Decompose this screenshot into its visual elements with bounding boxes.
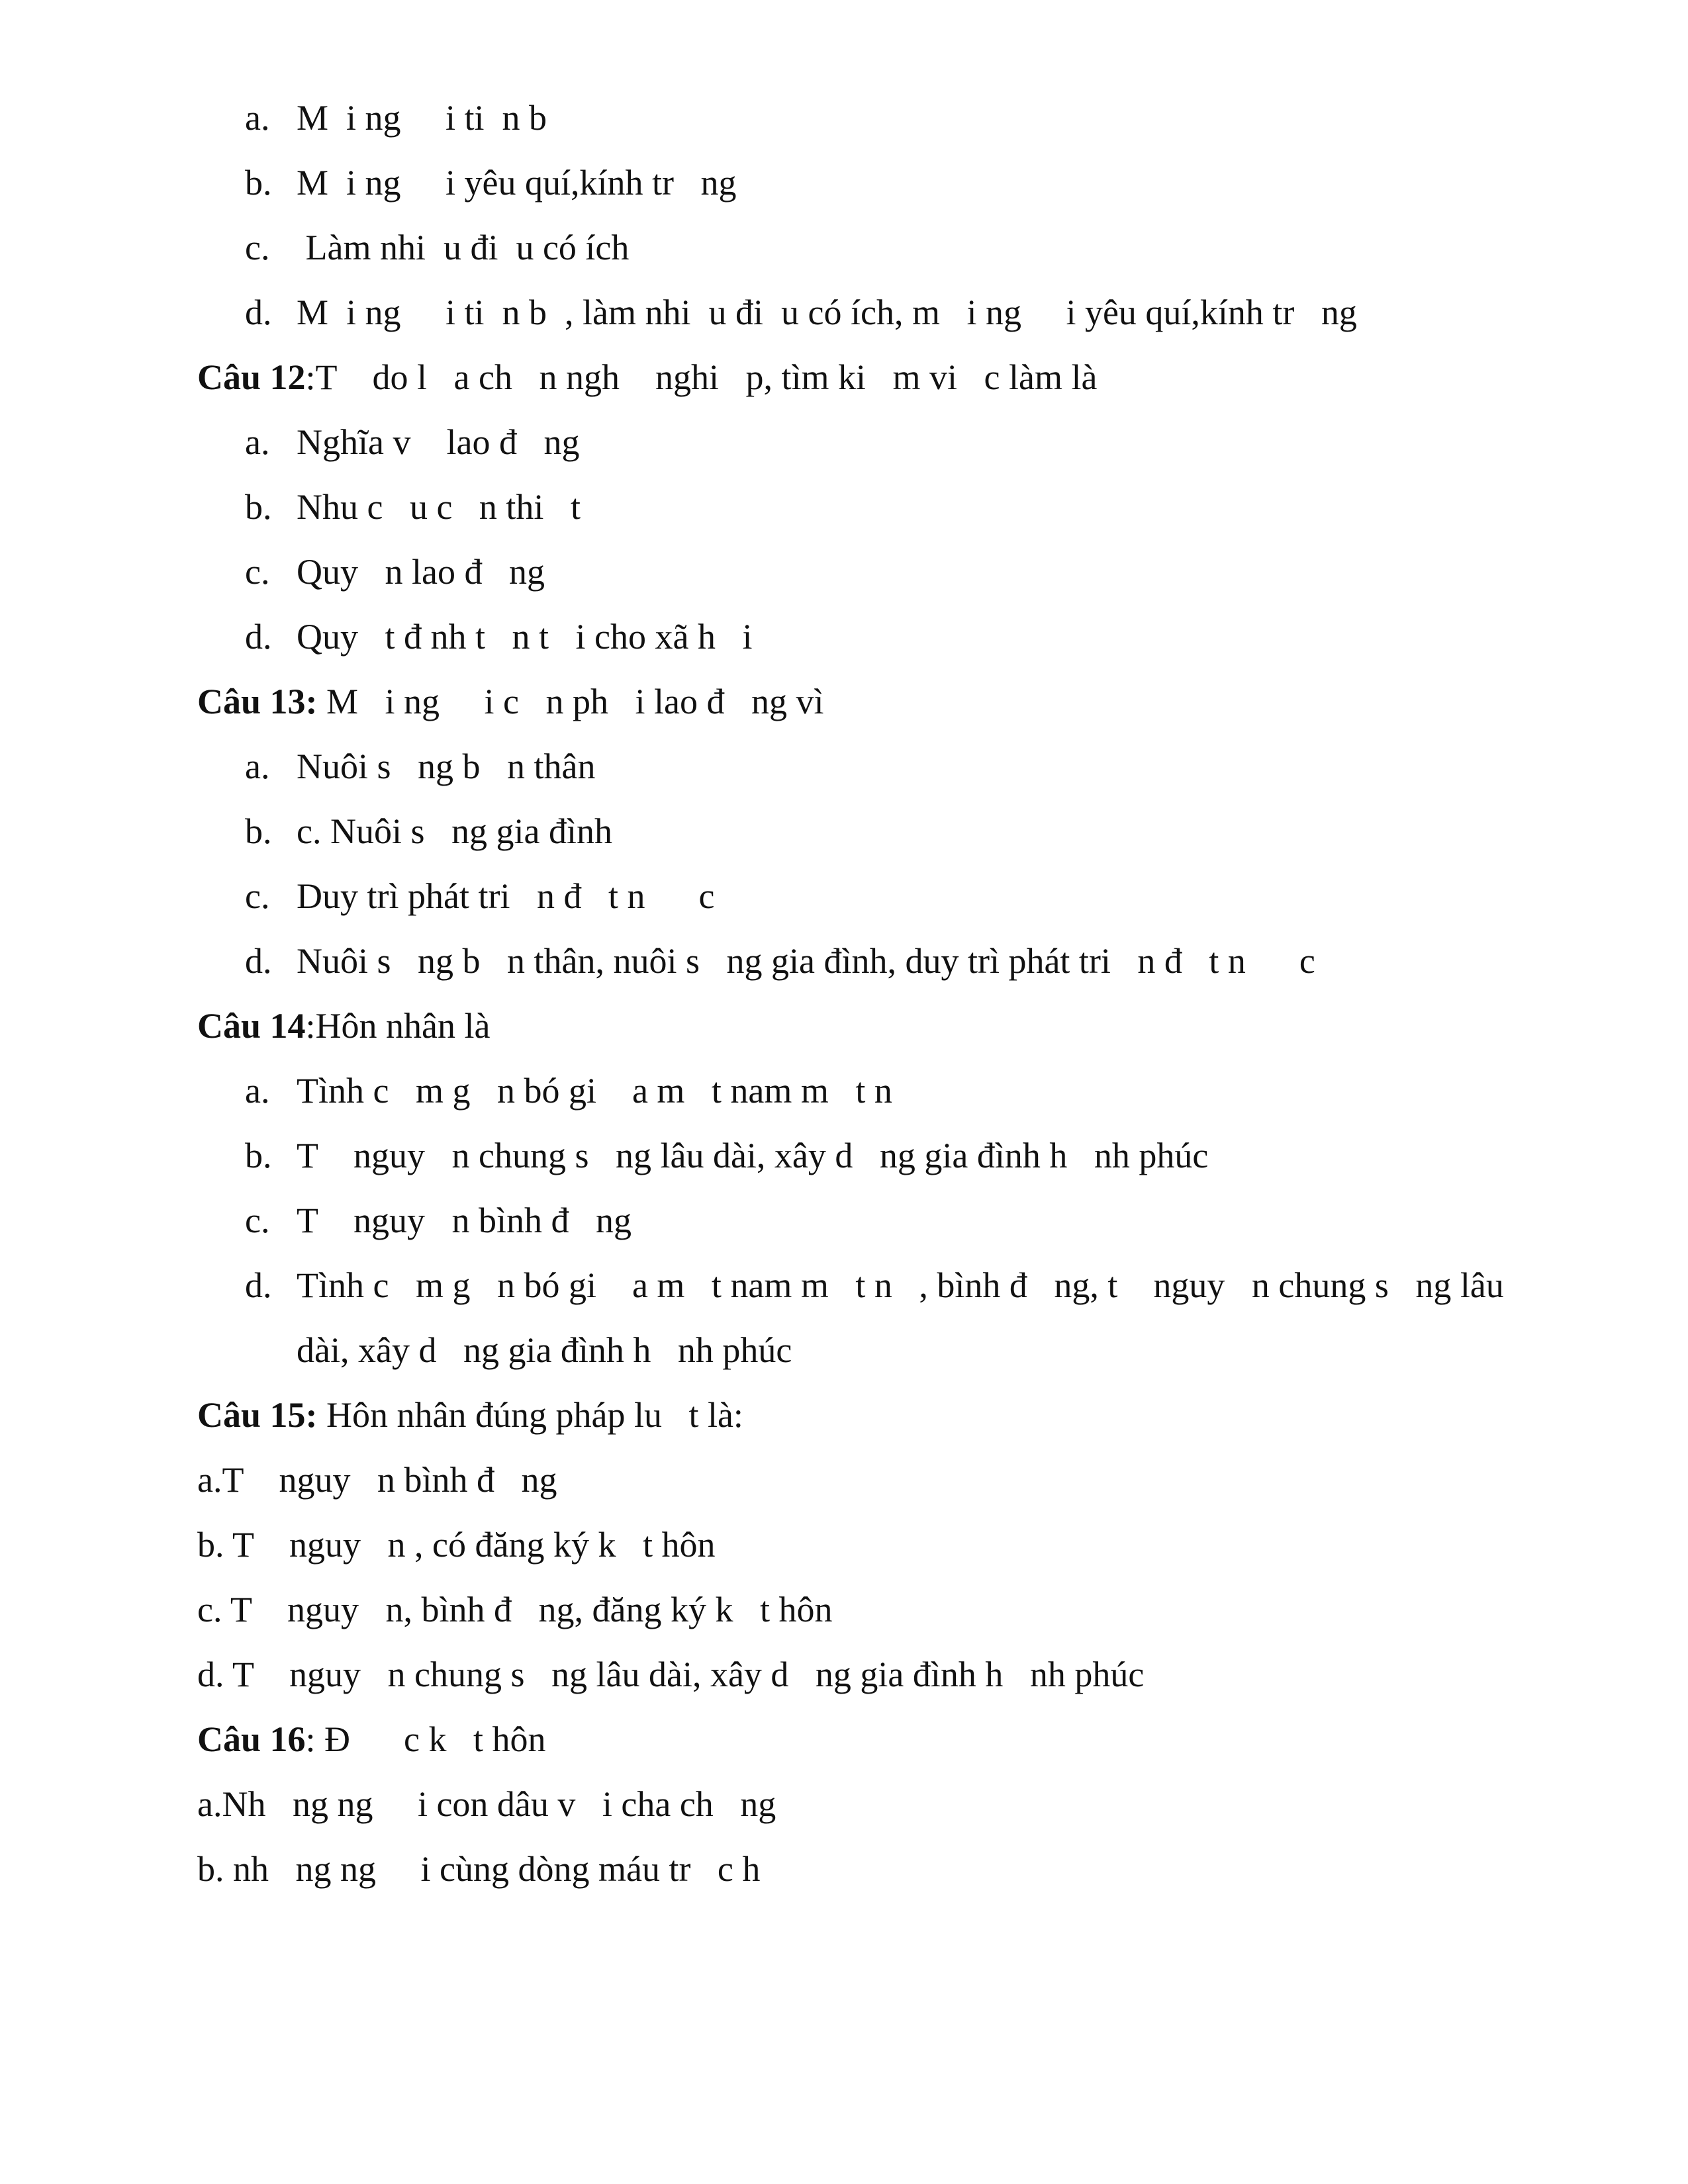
q15-option-c: c. T nguy n, bình đ ng, đăng ký k t hôn (197, 1590, 833, 1629)
option-label: c. (245, 228, 270, 267)
option-text: Nhu c u c n thi t (297, 487, 581, 527)
question-text: : Đ c k t hôn (305, 1719, 546, 1759)
option-text: Nghĩa v lao đ ng (297, 422, 580, 462)
question-text: :Hôn nhân là (305, 1006, 491, 1046)
option-label: d. (245, 617, 272, 657)
q12-option-b (245, 474, 581, 540)
question-label: Câu 16 (197, 1719, 306, 1759)
option-label: d. (245, 293, 272, 332)
option-text: M i ng i yêu quí,kính tr ng (297, 163, 737, 203)
q13-option-a (245, 733, 596, 799)
option-label: d. (245, 1265, 272, 1305)
q16-option-a: a.Nh ng ng i con dâu v i cha ch ng (197, 1784, 776, 1824)
option-label: c. (245, 1201, 270, 1240)
q12-option-d (245, 604, 752, 670)
option-text: Nuôi s ng b n thân, nuôi s ng gia đình, duy trì phát tri n đ t n c (297, 941, 1315, 981)
option-label: a. (245, 422, 270, 462)
q12-option-c (245, 539, 545, 605)
question-14 (197, 993, 490, 1059)
q11-option-c (245, 214, 629, 281)
q14-option-c (245, 1187, 632, 1253)
q11-option-a (245, 85, 547, 151)
question-13 (197, 668, 823, 735)
option-text: T nguy n bình đ ng (297, 1201, 632, 1240)
option-label: b. (245, 487, 272, 527)
question-label: Câu 12 (197, 357, 306, 397)
q11-option-b (245, 150, 736, 216)
option-label: c. (245, 552, 270, 592)
option-label: a. (245, 747, 270, 786)
option-label: d. (245, 941, 272, 981)
option-text: c. Nuôi s ng gia đình (297, 811, 612, 851)
option-text: Quy n lao đ ng (297, 552, 545, 592)
q16-option-b: b. nh ng ng i cùng dòng máu tr c h (197, 1849, 761, 1889)
option-text: M i ng i ti n b (297, 98, 547, 138)
option-text: M i ng i ti n b , làm nhi u đi u có ích, m i ng i yêu quí,kính tr ng (297, 293, 1357, 332)
option-text: Duy trì phát tri n đ t n c (297, 876, 715, 916)
q15-option-b: b. T nguy n , có đăng ký k t hôn (197, 1525, 716, 1565)
q12-option-a (245, 409, 579, 475)
q13-option-d (245, 928, 1315, 994)
option-text: Tình c m g n bó gi a m t nam m t n (297, 1071, 892, 1111)
question-label: Câu 15: (197, 1395, 318, 1435)
option-text: Tình c m g n bó gi a m t nam m t n , bình đ ng, t nguy n chung s ng lâu (297, 1265, 1504, 1305)
q11-option-d (245, 279, 1357, 345)
q14-option-d-continuation: dài, xây d ng gia đình h nh phúc (297, 1330, 792, 1370)
q14-option-b (245, 1122, 1208, 1189)
q15-option-d: d. T nguy n chung s ng lâu dài, xây d ng gia đình h nh phúc (197, 1655, 1145, 1694)
option-label: a. (245, 98, 270, 138)
option-text: Quy t đ nh t n t i cho xã h i (297, 617, 753, 657)
option-label: b. (245, 1136, 272, 1175)
q13-option-c (245, 863, 714, 929)
q15-option-a: a.T nguy n bình đ ng (197, 1460, 557, 1500)
option-text: Nuôi s ng b n thân (297, 747, 596, 786)
q14-option-d (245, 1252, 1504, 1318)
option-text: T nguy n chung s ng lâu dài, xây d ng gia đình h nh phúc (297, 1136, 1209, 1175)
question-15 (197, 1382, 743, 1448)
q14-option-a (245, 1058, 892, 1124)
question-label: Câu 13: (197, 682, 318, 721)
option-label: c. (245, 876, 270, 916)
option-label: a. (245, 1071, 270, 1111)
option-label: b. (245, 163, 272, 203)
question-16 (197, 1706, 546, 1772)
option-label: b. (245, 811, 272, 851)
question-text: :T do l a ch n ngh nghi p, tìm ki m vi c làm là (305, 357, 1098, 397)
question-label: Câu 14 (197, 1006, 306, 1046)
q13-option-b (245, 798, 612, 864)
option-text: Làm nhi u đi u có ích (297, 228, 630, 267)
question-12 (197, 344, 1097, 410)
question-text: M i ng i c n ph i lao đ ng vì (317, 682, 824, 721)
question-text: Hôn nhân đúng pháp lu t là: (317, 1395, 743, 1435)
